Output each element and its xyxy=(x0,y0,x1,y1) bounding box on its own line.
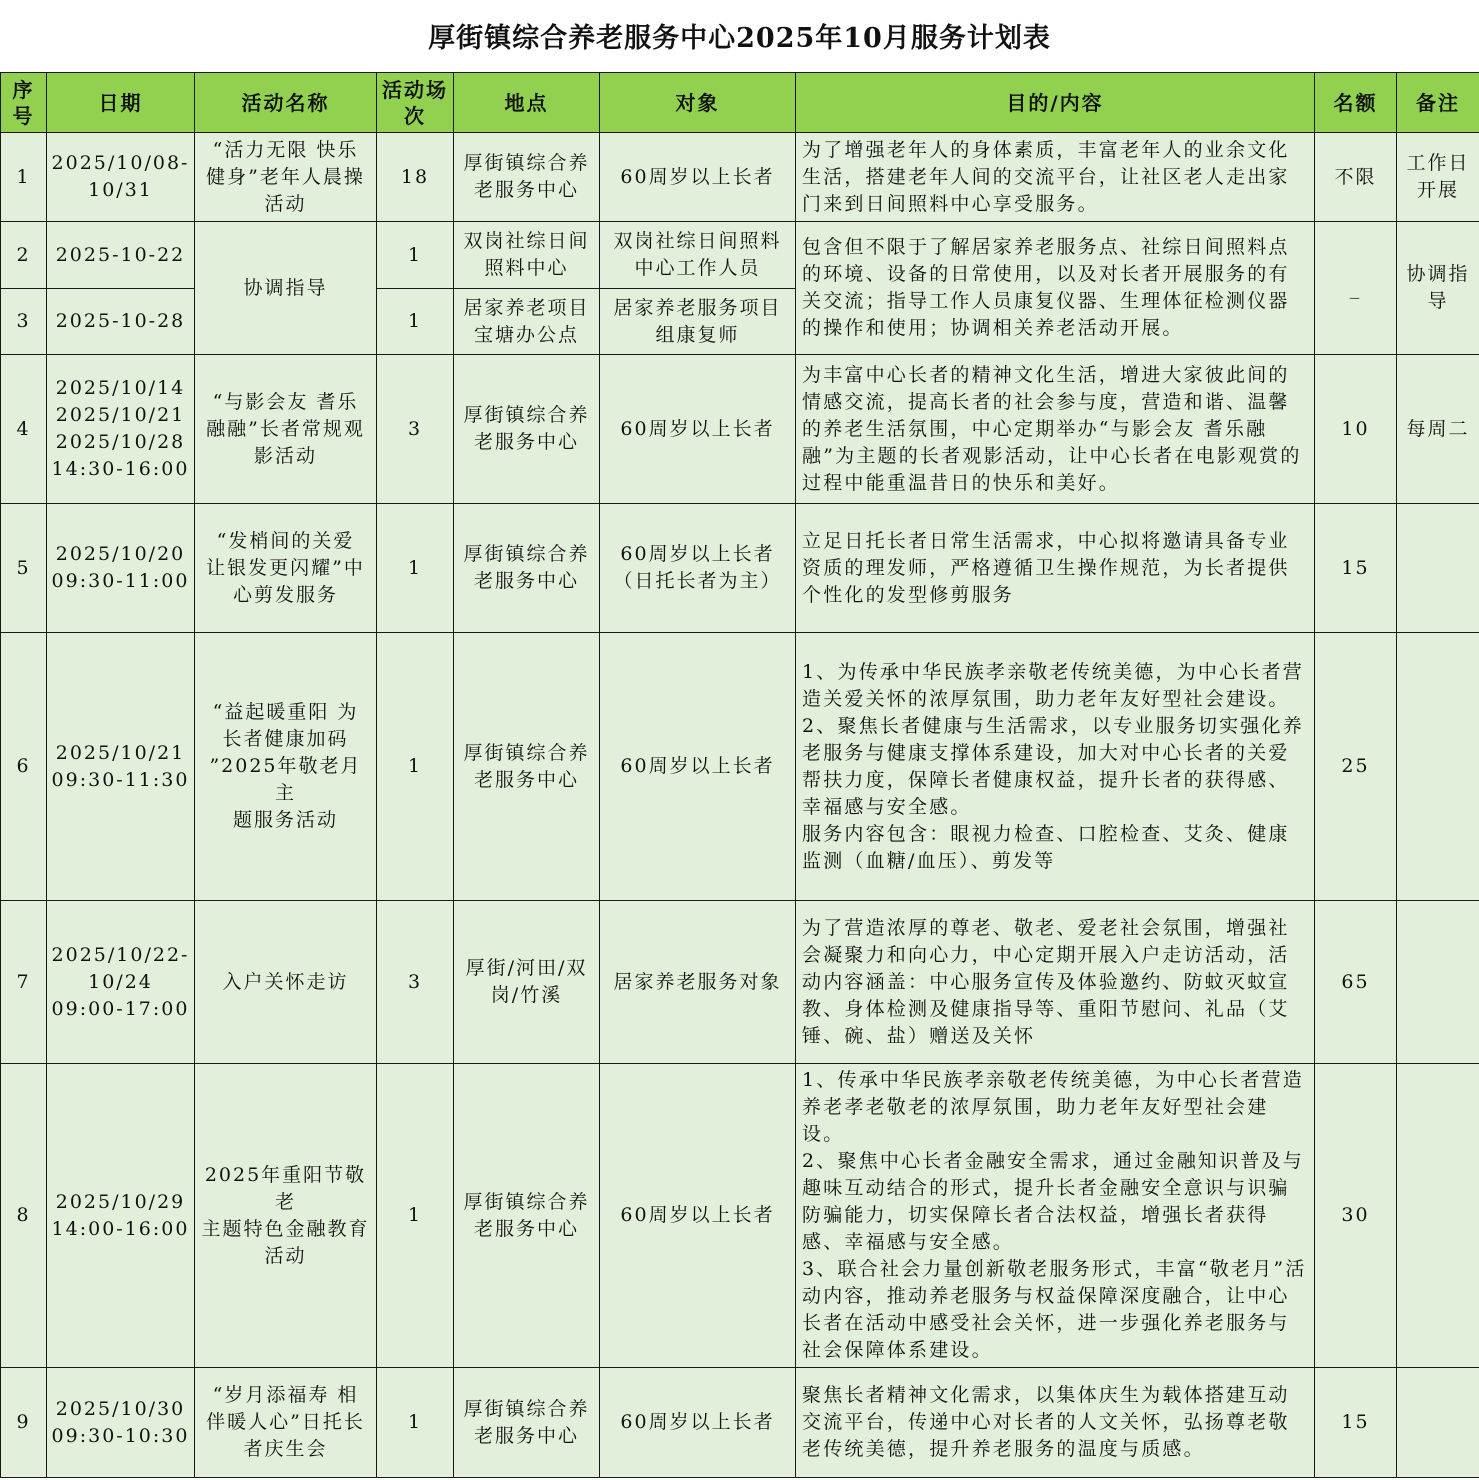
row-date: 2025/10/20 09:30-11:00 xyxy=(47,504,195,633)
row-location: 厚街/河田/双 岗/竹溪 xyxy=(454,901,600,1064)
row-no: 7 xyxy=(1,901,47,1064)
row-no: 2 xyxy=(1,222,47,289)
row-activity-name: “益起暖重阳 为 长者健康加码 ”2025年敬老月主 题服务活动 xyxy=(195,633,377,901)
table-row xyxy=(1,355,1479,504)
row-target: 60周岁以上长者 xyxy=(600,1368,796,1478)
header-quota: 名额 xyxy=(1315,73,1397,133)
table-row xyxy=(1,1368,1479,1478)
header-content: 目的/内容 xyxy=(796,73,1315,133)
row-sessions: 3 xyxy=(377,901,454,1064)
row-sessions: 1 xyxy=(377,289,454,355)
row-content: 为了营造浓厚的尊老、敬老、爱老社会氛围，增强社会凝聚力和向心力，中心定期开展入户走访活动，活动内容涵盖：中心服务宣传及体验邀约、防蚊灭蚊宣教、身体检测及健康指导等、重阳节慰问、礼品（艾锤、碗、盐）赠送及关怀 xyxy=(796,901,1315,1064)
row-date: 2025/10/30 09:30-10:30 xyxy=(47,1368,195,1478)
row-sessions: 1 xyxy=(377,633,454,901)
row-quota: 15 xyxy=(1315,1368,1397,1478)
row-sessions: 1 xyxy=(377,1368,454,1478)
row-location: 厚街镇综合养 老服务中心 xyxy=(454,355,600,504)
row-target: 60周岁以上长者 （日托长者为主） xyxy=(600,504,796,633)
row-no: 9 xyxy=(1,1368,47,1478)
row-note xyxy=(1397,1064,1479,1368)
header-note: 备注 xyxy=(1397,73,1479,133)
row-location: 厚街镇综合养 老服务中心 xyxy=(454,1064,600,1368)
row-no: 3 xyxy=(1,289,47,355)
row-activity-name: “与影会友 耆乐 融融”长者常规观 影活动 xyxy=(195,355,377,504)
row-sessions: 1 xyxy=(377,1064,454,1368)
row-note: 协调指 导 xyxy=(1397,222,1479,355)
row-no: 5 xyxy=(1,504,47,633)
header-target: 对象 xyxy=(600,73,796,133)
row-content: 1、传承中华民族孝亲敬老传统美德，为中心长者营造养老孝老敬老的浓厚氛围，助力老年友好型社会建设。 2、聚焦中心长者金融安全需求，通过金融知识普及与趣味互动结合的形式，提升长者金融安全意识与识骗防骗能力，切实保障长者合法权益，增强长者获得感、幸福感与安全感。 3、联合社会力量创新敬老服务形式，丰富“敬老月”活动内容，推动养老服务与权益保障深度融合，让中心长者在活动中感受社会关怀，进一步强化养老服务与社会保障体系建设。 xyxy=(796,1064,1315,1368)
row-target: 60周岁以上长者 xyxy=(600,355,796,504)
header-row xyxy=(1,73,1479,133)
service-plan-table xyxy=(0,72,1479,1478)
row-target: 双岗社综日间照料 中心工作人员 xyxy=(600,222,796,289)
row-location: 居家养老项目 宝塘办公点 xyxy=(454,289,600,355)
row-sessions: 1 xyxy=(377,222,454,289)
row-date: 2025/10/29 14:00-16:00 xyxy=(47,1064,195,1368)
row-sessions: 3 xyxy=(377,355,454,504)
row-date: 2025/10/21 09:30-11:30 xyxy=(47,633,195,901)
row-location: 厚街镇综合养 老服务中心 xyxy=(454,633,600,901)
row-quota: _ xyxy=(1315,222,1397,355)
row-target: 居家养老服务项目 组康复师 xyxy=(600,289,796,355)
row-quota: 10 xyxy=(1315,355,1397,504)
row-quota: 25 xyxy=(1315,633,1397,901)
row-note xyxy=(1397,633,1479,901)
row-content: 聚焦长者精神文化需求，以集体庆生为载体搭建互动交流平台，传递中心对长者的人文关怀，弘扬尊老敬老传统美德，提升养老服务的温度与质感。 xyxy=(796,1368,1315,1478)
row-activity-name: “岁月添福寿 相 伴暖人心”日托长 者庆生会 xyxy=(195,1368,377,1478)
row-activity-name: 协调指导 xyxy=(195,222,377,355)
header-location: 地点 xyxy=(454,73,600,133)
table-row xyxy=(1,633,1479,901)
row-no: 4 xyxy=(1,355,47,504)
row-date: 2025/10/14 2025/10/21 2025/10/28 14:30-16:00 xyxy=(47,355,195,504)
page-title: 厚街镇综合养老服务中心2025年10月服务计划表 xyxy=(428,23,1051,54)
row-date: 2025-10-28 xyxy=(47,289,195,355)
row-note: 每周二 xyxy=(1397,355,1479,504)
row-no: 8 xyxy=(1,1064,47,1368)
header-activity-name: 活动名称 xyxy=(195,73,377,133)
table-row xyxy=(1,901,1479,1064)
row-target: 60周岁以上长者 xyxy=(600,133,796,222)
table-row xyxy=(1,222,1479,289)
row-activity-name: 2025年重阳节敬老 主题特色金融教育 活动 xyxy=(195,1064,377,1368)
row-content: 1、为传承中华民族孝亲敬老传统美德，为中心长者营造关爱关怀的浓厚氛围，助力老年友好型社会建设。 2、聚焦长者健康与生活需求，以专业服务切实强化养老服务与健康支撑体系建设，加大对中心长者的关爱帮扶力度，保障长者健康权益，提升长者的获得感、幸福感与安全感。 服务内容包含：眼视力检查、口腔检查、艾灸、健康监测（血糖/血压）、剪发等 xyxy=(796,633,1315,901)
row-location: 厚街镇综合养 老服务中心 xyxy=(454,1368,600,1478)
row-note xyxy=(1397,1368,1479,1478)
header-no: 序 号 xyxy=(1,73,47,133)
row-no: 1 xyxy=(1,133,47,222)
row-sessions: 18 xyxy=(377,133,454,222)
row-date: 2025/10/22- 10/24 09:00-17:00 xyxy=(47,901,195,1064)
table-row xyxy=(1,1064,1479,1368)
row-no: 6 xyxy=(1,633,47,901)
row-location: 厚街镇综合养 老服务中心 xyxy=(454,504,600,633)
row-activity-name: 入户关怀走访 xyxy=(195,901,377,1064)
row-target: 居家养老服务对象 xyxy=(600,901,796,1064)
row-location: 厚街镇综合养 老服务中心 xyxy=(454,133,600,222)
row-content: 为丰富中心长者的精神文化生活，增进大家彼此间的情感交流，提高长者的社会参与度，营造和谐、温馨的养老生活氛围，中心定期举办“与影会友 耆乐融融”为主题的长者观影活动，让中心长者在电影观赏的过程中能重温昔日的快乐和美好。 xyxy=(796,355,1315,504)
row-content: 为了增强老年人的身体素质，丰富老年人的业余文化生活，搭建老年人间的交流平台，让社区老人走出家门来到日间照料中心享受服务。 xyxy=(796,133,1315,222)
header-date: 日期 xyxy=(47,73,195,133)
table-row xyxy=(1,504,1479,633)
row-date: 2025/10/08- 10/31 xyxy=(47,133,195,222)
row-date: 2025-10-22 xyxy=(47,222,195,289)
row-quota: 30 xyxy=(1315,1064,1397,1368)
row-content: 立足日托长者日常生活需求，中心拟将邀请具备专业资质的理发师，严格遵循卫生操作规范，为长者提供个性化的发型修剪服务 xyxy=(796,504,1315,633)
row-content: 包含但不限于了解居家养老服务点、社综日间照料点的环境、设备的日常使用，以及对长者开展服务的有关交流；指导工作人员康复仪器、生理体征检测仪器的操作和使用；协调相关养老活动开展。 xyxy=(796,222,1315,355)
row-target: 60周岁以上长者 xyxy=(600,1064,796,1368)
row-target: 60周岁以上长者 xyxy=(600,633,796,901)
row-note: 工作日 开展 xyxy=(1397,133,1479,222)
header-sessions: 活动场 次 xyxy=(377,73,454,133)
row-quota: 15 xyxy=(1315,504,1397,633)
row-location: 双岗社综日间 照料中心 xyxy=(454,222,600,289)
row-quota: 不限 xyxy=(1315,133,1397,222)
row-note xyxy=(1397,504,1479,633)
row-activity-name: “发梢间的关爱 让银发更闪耀”中 心剪发服务 xyxy=(195,504,377,633)
row-sessions: 1 xyxy=(377,504,454,633)
row-quota: 65 xyxy=(1315,901,1397,1064)
row-note xyxy=(1397,901,1479,1064)
table-row xyxy=(1,133,1479,222)
row-activity-name: “活力无限 快乐 健身”老年人晨操 活动 xyxy=(195,133,377,222)
